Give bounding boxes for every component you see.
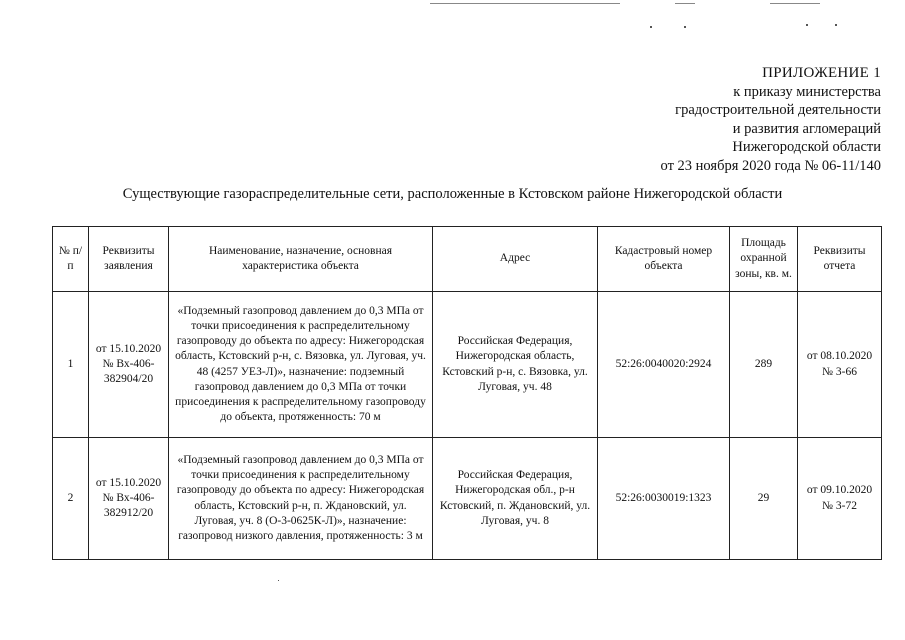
cell-protected-area: 29 — [730, 438, 798, 560]
scan-artifact-dot — [650, 26, 652, 28]
cell-number: 2 — [53, 438, 89, 560]
appendix-heading: ПРИЛОЖЕНИЕ 1 — [762, 65, 881, 81]
header-address: Адрес — [433, 227, 598, 292]
scan-artifact-dot — [806, 24, 808, 26]
appendix-block — [661, 64, 881, 176]
header-object-name: Наименование, назначение, основная характеристика объекта — [169, 227, 433, 292]
cell-object-name: «Подземный газопровод давлением до 0,3 МПа от точки присоединения к распределительному газопроводу до объекта по адресу: Нижегородская область, Кстовский р-н, с. Вязовка, ул. Луговая, уч. 48 (4257 УЕЗ-Л)», назначение: подземный газопровод давлением до 0,3 МПа от точки присоединения к распределительному газопроводу до объекта, протяженность: 70 м — [169, 292, 433, 438]
appendix-line: к приказу министерства — [733, 83, 881, 100]
scan-artifact-dot — [278, 580, 279, 581]
appendix-line: градостроительной деятельности — [675, 102, 881, 119]
table-row — [53, 292, 882, 438]
table-header-row — [53, 227, 882, 292]
header-number: № п/п — [53, 227, 89, 292]
scan-artifact-line — [675, 3, 695, 4]
scan-artifact-dot — [835, 24, 837, 26]
gas-network-table — [52, 226, 882, 560]
document-title: Существующие газораспределительные сети, расположенные в Кстовском районе Нижегородской области — [122, 186, 783, 202]
appendix-line: Нижегородской области — [732, 139, 881, 156]
cell-address: Российская Федерация, Нижегородская область, Кстовский р-н, с. Вязовка, ул. Луговая, уч. 48 — [433, 292, 598, 438]
cell-object-name: «Подземный газопровод давлением до 0,3 МПа от точки присоединения к распределительному газопроводу до объекта по адресу: Нижегородская область, Кстовский р-н, п. Ждановский, ул. Луговая, уч. 8 (О-3-0625К-Л)», назначение: газопровод низкого давления, протяженность: 3 м — [169, 438, 433, 560]
cell-cadastral-number: 52:26:0030019:1323 — [598, 438, 730, 560]
cell-protected-area: 289 — [730, 292, 798, 438]
header-protected-area: Площадь охранной зоны, кв. м. — [730, 227, 798, 292]
appendix-order-reference: от 23 ноября 2020 года № 06-11/140 — [660, 157, 881, 174]
cell-address: Российская Федерация, Нижегородская обл., р-н Кстовский, п. Ждановский, ул. Луговая, уч. 8 — [433, 438, 598, 560]
cell-cadastral-number: 52:26:0040020:2924 — [598, 292, 730, 438]
cell-report: от 09.10.2020 № 3-72 — [798, 438, 882, 560]
cell-application: от 15.10.2020 № Вх-406-382904/20 — [89, 292, 169, 438]
scan-artifact-dot — [684, 26, 686, 28]
appendix-line: и развития агломераций — [732, 120, 881, 137]
scan-artifact-line — [430, 3, 620, 4]
table-row — [53, 438, 882, 560]
cell-number: 1 — [53, 292, 89, 438]
header-report: Реквизиты отчета — [798, 227, 882, 292]
header-cadastral-number: Кадастровый номер объекта — [598, 227, 730, 292]
cell-application: от 15.10.2020 № Вх-406-382912/20 — [89, 438, 169, 560]
cell-report: от 08.10.2020 № 3-66 — [798, 292, 882, 438]
header-application: Реквизиты заявления — [89, 227, 169, 292]
scan-artifact-line — [770, 3, 820, 4]
